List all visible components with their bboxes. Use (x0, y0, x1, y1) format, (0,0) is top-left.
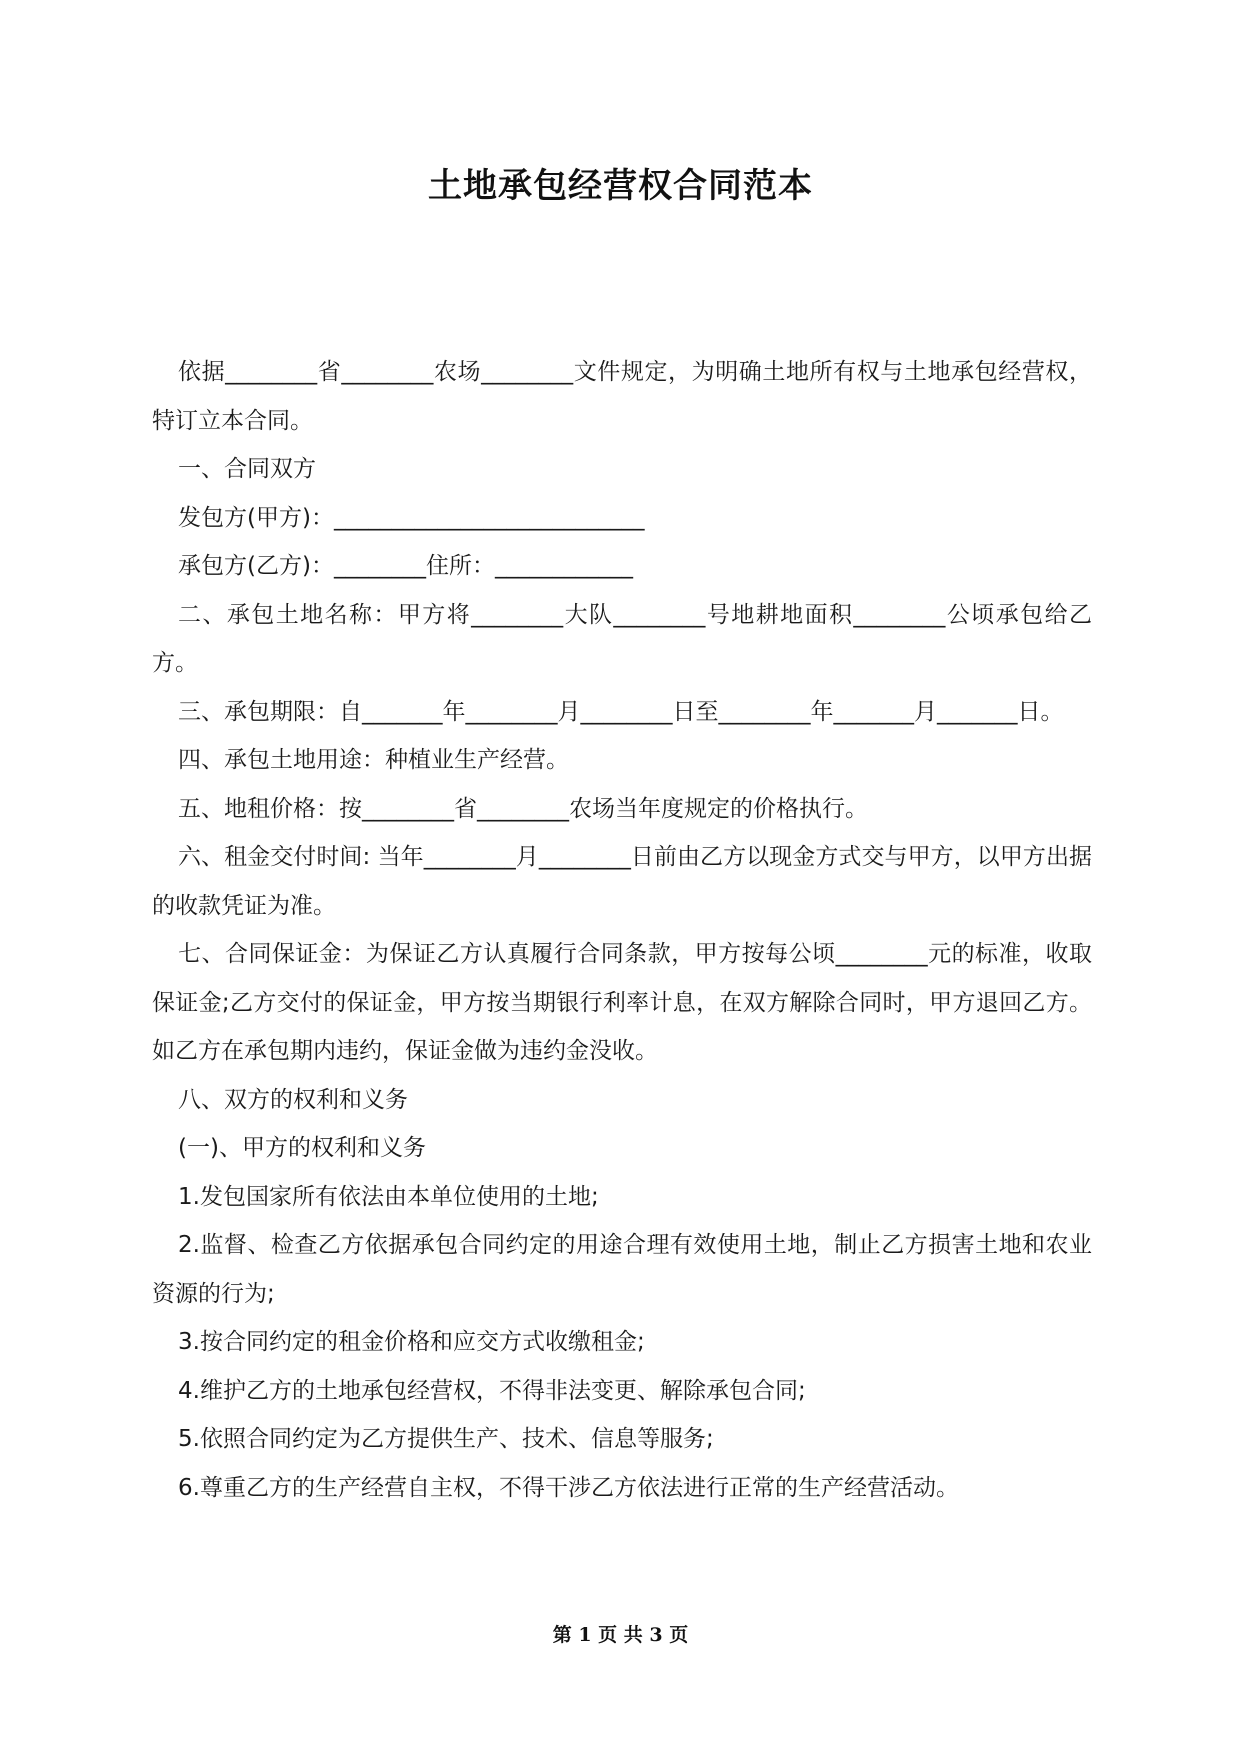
section-heading-parties: 一、合同双方 (178, 456, 316, 482)
list-item: 3.按合同约定的租金价格和应交方式收缴租金; (178, 1329, 645, 1355)
paragraph-preamble: 依据________省________农场________文件规定，为明确土地所有权与土地承包经营权，特订立本合同。 (152, 359, 1092, 434)
list-item: 2.监督、检查乙方依据承包合同约定的用途合理有效使用土地，制止乙方损害土地和农业资源的行为; (152, 1232, 1092, 1307)
section-heading-rights: 八、双方的权利和义务 (178, 1086, 408, 1113)
party-a-line: 发包方(甲方)：___________________________ (178, 504, 645, 531)
paragraph-land-name: 二、承包土地名称：甲方将________大队________号地耕地面积________公顷承包给乙方。 (152, 601, 1092, 676)
paragraph-land-use: 四、承包土地用途：种植业生产经营。 (178, 747, 569, 773)
document-body (152, 348, 1092, 1512)
document-title: 土地承包经营权合同范本 (428, 166, 813, 206)
subsection-heading-party-a: (一)、甲方的权利和义务 (178, 1135, 426, 1161)
paragraph-payment-time: 六、租金交付时间: 当年________月________日前由乙方以现金方式交与甲方，以甲方出据的收款凭证为准。 (152, 844, 1092, 919)
paragraph-rent-price: 五、地租价格：按________省________农场当年度规定的价格执行。 (178, 795, 868, 822)
list-item: 5.依照合同约定为乙方提供生产、技术、信息等服务; (178, 1426, 714, 1452)
list-item: 4.维护乙方的土地承包经营权，不得非法变更、解除承包合同; (178, 1377, 806, 1404)
list-item: 1.发包国家所有依法由本单位使用的土地; (178, 1183, 599, 1210)
party-b-line: 承包方(乙方)：________住所：____________ (178, 553, 633, 579)
paragraph-term: 三、承包期限：自_______年________月________日至________年_______月_______日。 (178, 698, 1064, 725)
paragraph-deposit: 七、合同保证金：为保证乙方认真履行合同条款，甲方按每公顷________元的标准，收取保证金;乙方交付的保证金，甲方按当期银行利率计息，在双方解除合同时，甲方退回乙方。如乙方在承包期内违约，保证金做为违约金没收。 (152, 941, 1092, 1064)
page-number: 第 1 页 共 3 页 (552, 1624, 689, 1646)
list-item: 6.尊重乙方的生产经营自主权，不得干涉乙方依法进行正常的生产经营活动。 (178, 1474, 959, 1501)
